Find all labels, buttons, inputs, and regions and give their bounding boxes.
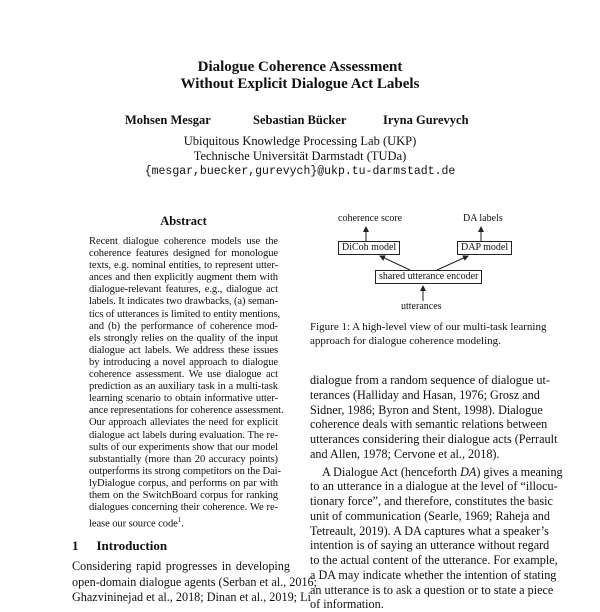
text-line: dialogue-relevant features, e.g., dialogue act: [89, 284, 278, 296]
text-line: dialogue from a random sequence of dialogue ut-: [310, 373, 550, 387]
text-line: open-domain dialogue agents (Serban et al., 2016;: [72, 574, 318, 589]
text-line: Our approach alleviates the need for explicit: [89, 417, 278, 429]
text-line: learning scenario to obtain informative utter-: [89, 393, 278, 405]
text-fragment: .: [181, 518, 184, 530]
affiliation-lab: Ubiquitous Knowledge Processing Lab (UKP): [183, 134, 417, 148]
paper-title-line-1: Dialogue Coherence Assessment: [197, 59, 403, 75]
text-line: them on the SwitchBoard corpus for ranking: [89, 489, 278, 501]
text-line: Considering rapid progresses in developing: [72, 559, 290, 573]
paper-title-line-2: Without Explicit Dialogue Act Labels: [180, 76, 420, 92]
label-da-labels: DA labels: [463, 213, 503, 224]
text-fragment: lease our source code: [89, 518, 178, 530]
text-line: terances (Halliday and Hasan, 1976; Grosz and: [310, 387, 540, 402]
section-number: 1: [72, 538, 79, 553]
text-line: intention is of saying an utterance without regard: [310, 538, 550, 553]
text-line: utterances considering their dialogue acts (Perrault: [310, 432, 558, 446]
intro-body: [72, 559, 318, 606]
text-fragment: ) gives a meaning: [476, 464, 563, 479]
text-line: of information.: [310, 597, 384, 612]
text-line: dialogues concerning their coherence. We re-: [89, 502, 278, 514]
text-line: coherence assessment. We use dialogue act: [89, 369, 278, 381]
arrow-encoder-to-dicoh: [380, 256, 410, 270]
text-line: and (b) the performance of coherence mod-: [89, 320, 278, 332]
text-line: substantially (more than 20 accuracy points): [89, 453, 278, 465]
abstract-heading: Abstract: [160, 214, 207, 228]
text-line: a DA may indicate whether the intention of stating: [310, 567, 557, 582]
figure-1-caption: [310, 320, 546, 348]
figure-arrows: [300, 205, 540, 315]
text-fragment: A Dialogue Act (henceforth: [322, 464, 461, 479]
author-emails: {mesgar,buecker,gurevych}@ukp.tu-darmstadt.de: [144, 165, 456, 178]
section-title: Introduction: [96, 538, 168, 553]
text-line: [89, 514, 278, 531]
text-line: by introducing a novel approach to dialogue: [89, 356, 278, 368]
box-dicoh-model: DiCoh model: [338, 241, 400, 255]
author-3: Iryna Gurevych: [383, 113, 469, 127]
arrow-encoder-to-dap: [437, 256, 468, 270]
caption-line: Figure 1: A high-level view of our multi-task learning: [310, 321, 547, 333]
text-line: coherence features designed for monologue: [89, 248, 278, 260]
text-line: to the actual content of the utterance. For example,: [310, 553, 558, 567]
text-line: to an utterance in a dialogue at the level of “illocu-: [310, 479, 558, 494]
text-line: tionary force”, and therefore, constitutes the basic: [310, 494, 553, 508]
affiliation-university: Technische Universität Darmstadt (TUDa): [193, 149, 407, 163]
box-shared-encoder: shared utterance encoder: [375, 270, 482, 284]
abstract-body: [89, 236, 284, 531]
text-line: texts, e.g. nominal entities, to represent utter-: [89, 260, 278, 272]
text-line: Recent dialogue coherence models use the: [89, 236, 278, 247]
text-line: Ghazvininejad et al., 2018; Dinan et al., 2019; Li: [72, 590, 311, 604]
text-line: dialogue act labels. We address these issues: [89, 344, 278, 356]
label-utterances: utterances: [401, 301, 442, 312]
text-line: and Allen, 1978; Cervone et al., 2018).: [310, 446, 500, 461]
text-line: labels. It indicates two drawbacks, (a) seman-: [89, 296, 278, 308]
text-line: Tetreault, 2019). A DA captures what a speaker’s: [310, 523, 549, 538]
text-line: Sidner, 1986; Byron and Stent, 1998). Dialogue: [310, 402, 543, 417]
author-1: Mohsen Mesgar: [125, 113, 211, 127]
text-line: ance representations for coherence assessment.: [89, 405, 284, 417]
label-coherence-score: coherence score: [338, 213, 403, 224]
text-line: ances and then explicitly augment them with: [89, 272, 278, 284]
intro-heading: [72, 538, 167, 554]
caption-line: approach for dialogue coherence modeling.: [310, 335, 501, 347]
text-line: [310, 464, 563, 480]
text-line: coherence deals with semantic relations between: [310, 417, 548, 432]
text-line: outperforms its strong competitors on the Dai-: [89, 465, 281, 477]
footnote-mark[interactable]: 1: [177, 516, 182, 525]
text-line: lyDialogue corpus, and performs on par with: [89, 477, 278, 489]
text-line: an utterance is to ask a question or to state a piece: [310, 582, 554, 597]
text-fragment: DA: [460, 464, 477, 479]
text-line: els strongly relies on the quality of the input: [89, 332, 278, 344]
text-line: unit of communication (Searle, 1969; Raheja and: [310, 508, 550, 523]
author-2: Sebastian Bücker: [253, 113, 347, 127]
text-line: dialogue act labels during evaluation. The re-: [89, 429, 278, 441]
figure-1-diagram: [300, 205, 540, 315]
text-line: prediction as an auxiliary task in a multi-task: [89, 381, 278, 393]
box-dap-model: DAP model: [457, 241, 512, 255]
right-column-body: [310, 373, 563, 612]
text-line: tics of utterances is limited to entity mentions,: [89, 308, 281, 320]
text-line: sults of our experiments show that our model: [89, 441, 278, 453]
